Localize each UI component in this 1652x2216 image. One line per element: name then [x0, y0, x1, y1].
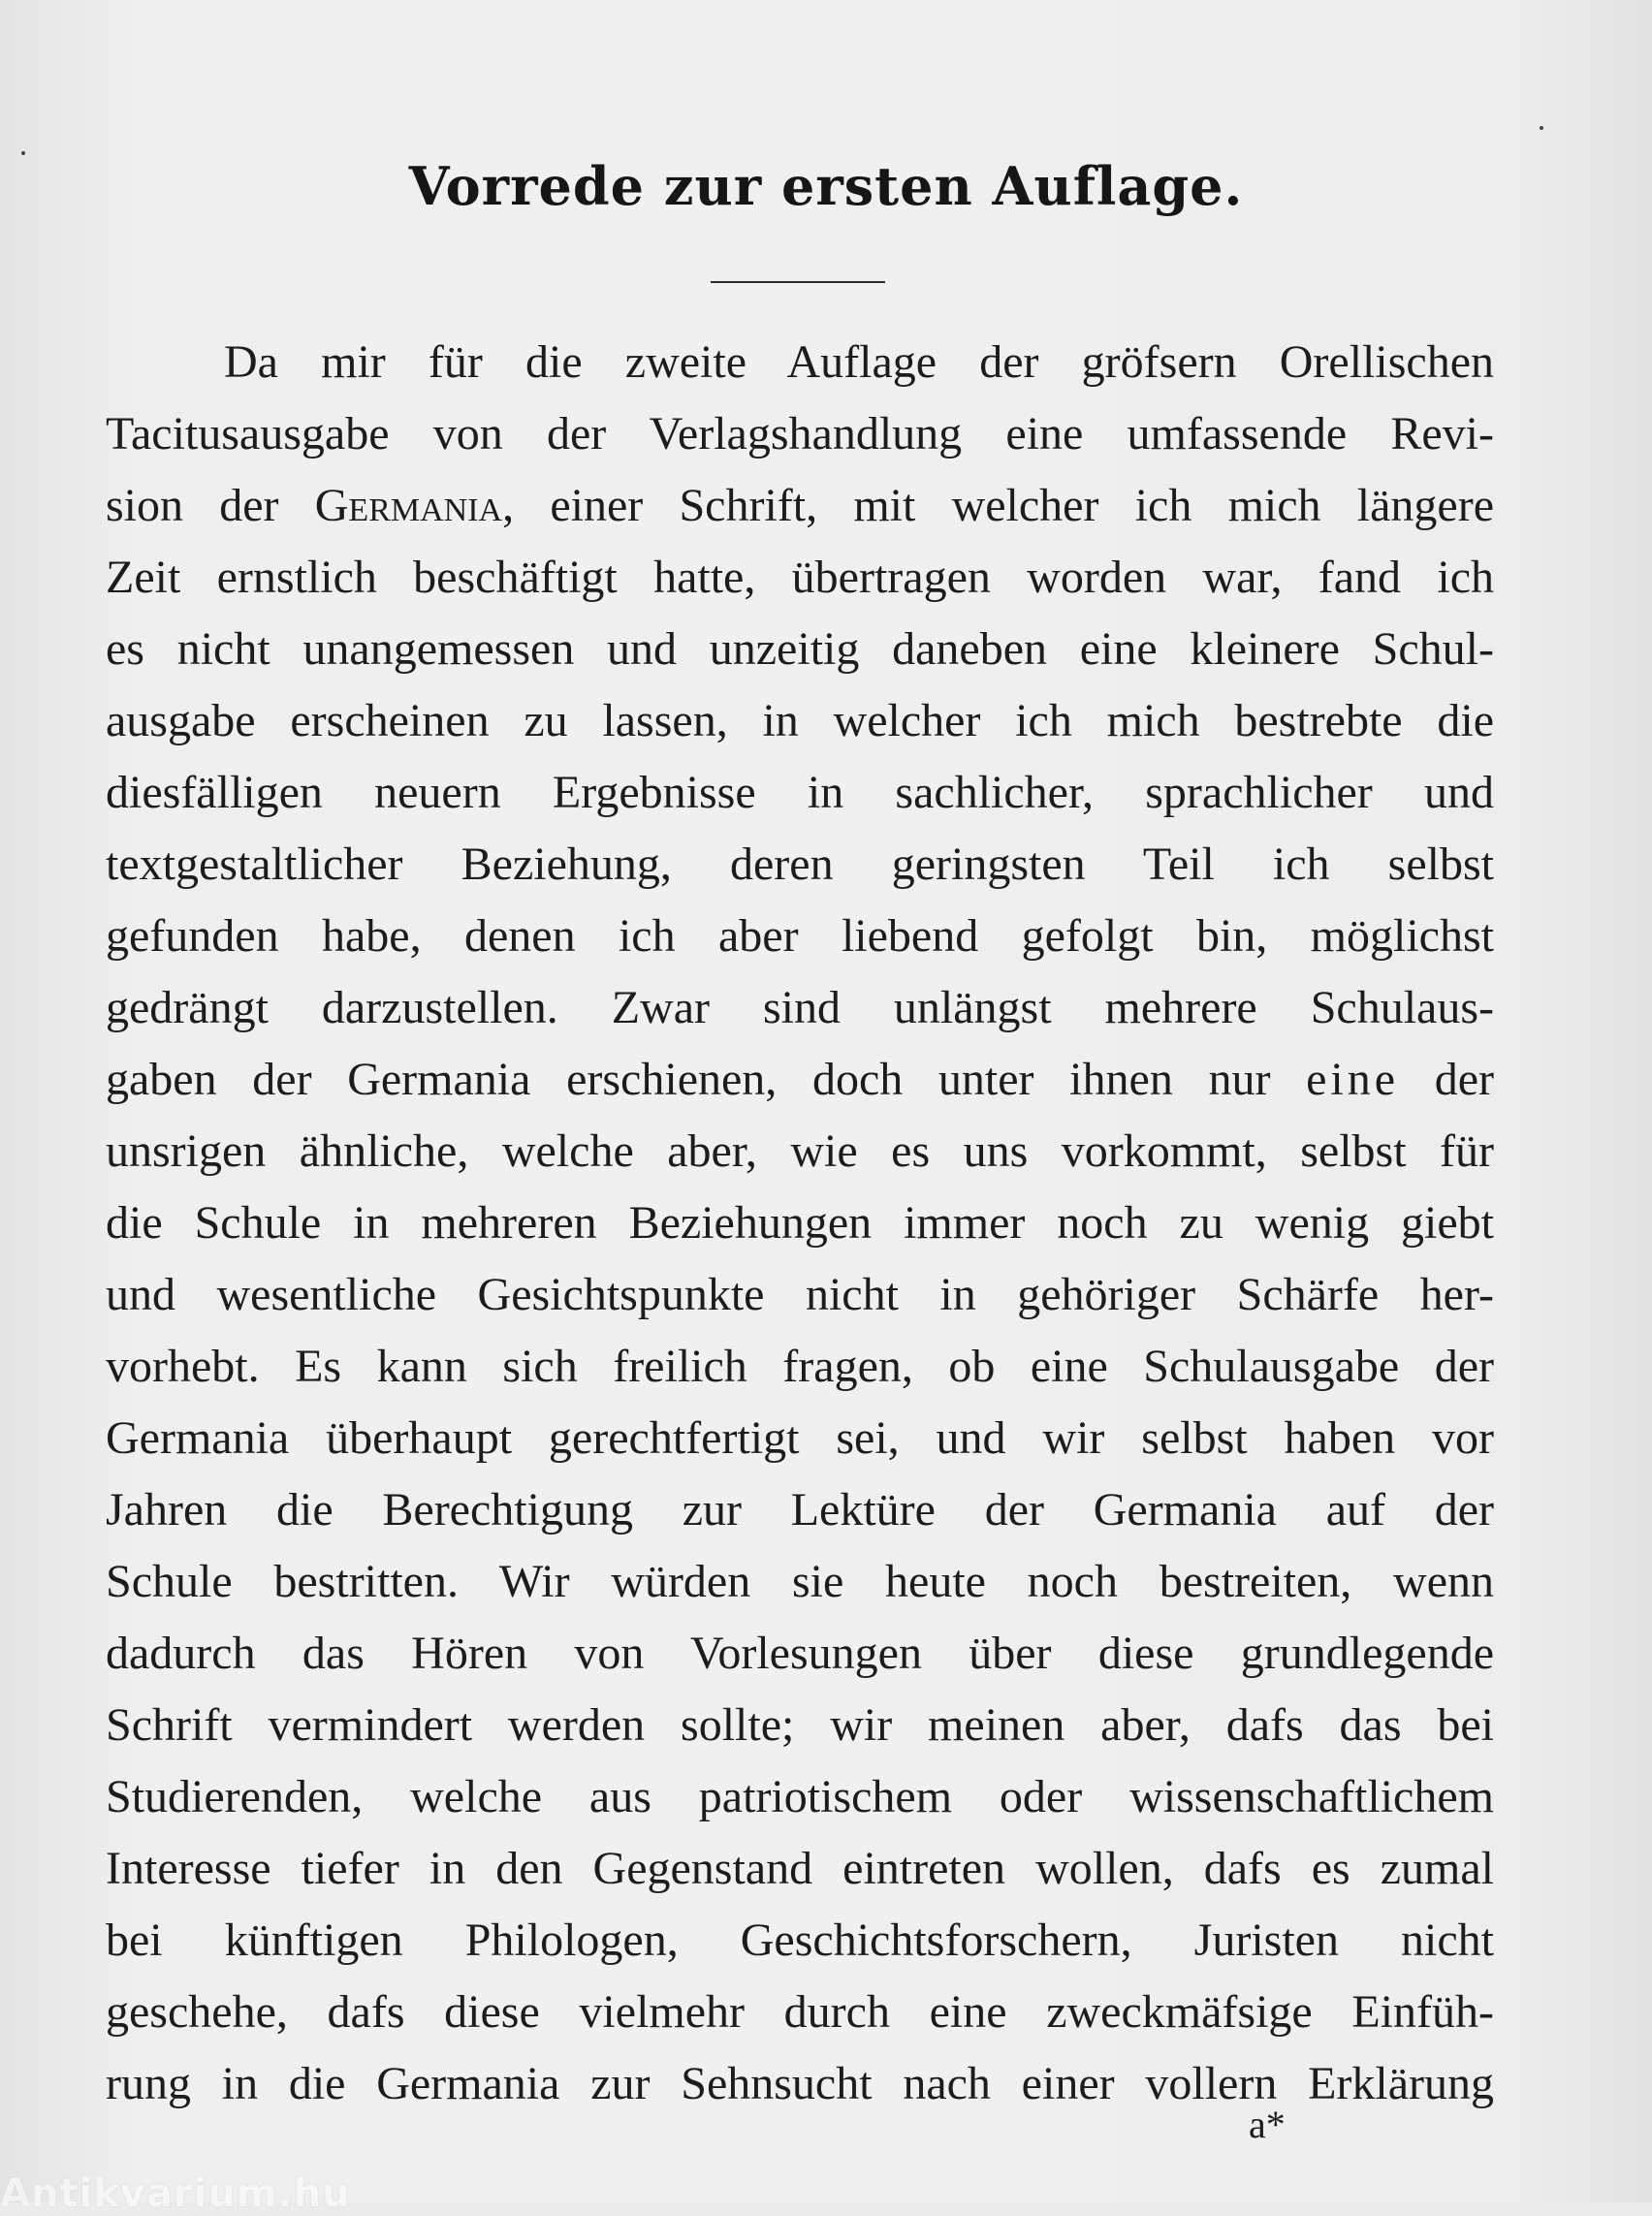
text-line-18: Schule bestritten. Wir würden sie heute noch bestreiten, wenn: [106, 1556, 1494, 1607]
text-line-23: bei künftigen Philologen, Geschichtsforschern, Juristen nicht: [106, 1915, 1494, 1966]
text-line-5: es nicht unangemessen und unzeitig daneben eine kleinere Schul-: [106, 623, 1494, 675]
text-line-22: Interesse tiefer in den Gegenstand eintreten wollen, dafs es zumal: [106, 1843, 1494, 1894]
germania-smallcaps: Germania: [314, 480, 503, 531]
text-line-3-end: , einer Schrift, mit welcher ich mich längere: [502, 480, 1494, 531]
text-line-25: rung in die Germania zur Sehnsucht nach einer vollern Erklärung: [106, 2058, 1494, 2109]
text-line-15: vorhebt. Es kann sich freilich fragen, ob eine Schulausgabe der: [106, 1341, 1494, 1392]
text-line-2: Tacitusausgabe von der Verlagshandlung eine umfassende Revi-: [106, 408, 1494, 459]
text-line-13: die Schule in mehreren Beziehungen immer noch zu wenig giebt: [106, 1197, 1494, 1249]
text-line-19: dadurch das Hören von Vorlesungen über diese grundlegende: [106, 1628, 1494, 1679]
text-line-7: diesfälligen neuern Ergebnisse in sachlicher, sprachlicher und: [106, 767, 1494, 818]
text-line-4: Zeit ernstlich beschäftigt hatte, übertragen worden war, fand ich: [106, 552, 1494, 603]
page-title: Vorrede zur ersten Auflage.: [408, 155, 1244, 217]
text-line-9: gefunden habe, denen ich aber liebend gefolgt bin, möglichst: [106, 910, 1494, 962]
text-line-8: textgestaltlicher Beziehung, deren geringsten Teil ich selbst: [106, 839, 1494, 890]
text-line-1: Da mir für die zweite Auflage der gröfsern Orellischen: [224, 336, 1494, 388]
margin-speck: [1540, 126, 1543, 130]
text-line-16: Germania überhaupt gerechtfertigt sei, und wir selbst haben vor: [106, 1412, 1494, 1464]
spaced-emphasis: eine: [1306, 1054, 1400, 1105]
text-line-21: Studierenden, welche aus patriotischem oder wissenschaftlichem: [106, 1771, 1494, 1822]
watermark: Antikvarium.hu: [0, 2171, 351, 2216]
text-line-20: Schrift vermindert werden sollte; wir meinen aber, dafs das bei: [106, 1699, 1494, 1751]
text-line-3: [106, 471, 1494, 541]
text-line-3-start: sion der: [106, 480, 315, 531]
text-line-24: geschehe, dafs diese vielmehr durch eine zweckmäfsige Einfüh-: [106, 1986, 1494, 2038]
title-rule: [711, 281, 885, 283]
text-line-11: [106, 1045, 1494, 1115]
text-line-10: gedrängt darzustellen. Zwar sind unlängst mehrere Schulaus-: [106, 982, 1494, 1033]
text-line-6: ausgabe erscheinen zu lassen, in welcher ich mich bestrebte die: [106, 695, 1494, 746]
text-line-11-end: der: [1399, 1054, 1494, 1105]
signature-mark: a*: [1249, 2103, 1286, 2146]
text-line-12: unsrigen ähnliche, welche aber, wie es uns vorkommt, selbst für: [106, 1125, 1494, 1177]
text-line-14: und wesentliche Gesichtspunkte nicht in gehöriger Schärfe her-: [106, 1269, 1494, 1320]
text-line-11-start: gaben der Germania erschienen, doch unter ihnen nur: [106, 1054, 1307, 1105]
text-line-17: Jahren die Berechtigung zur Lektüre der Germania auf der: [106, 1484, 1494, 1535]
